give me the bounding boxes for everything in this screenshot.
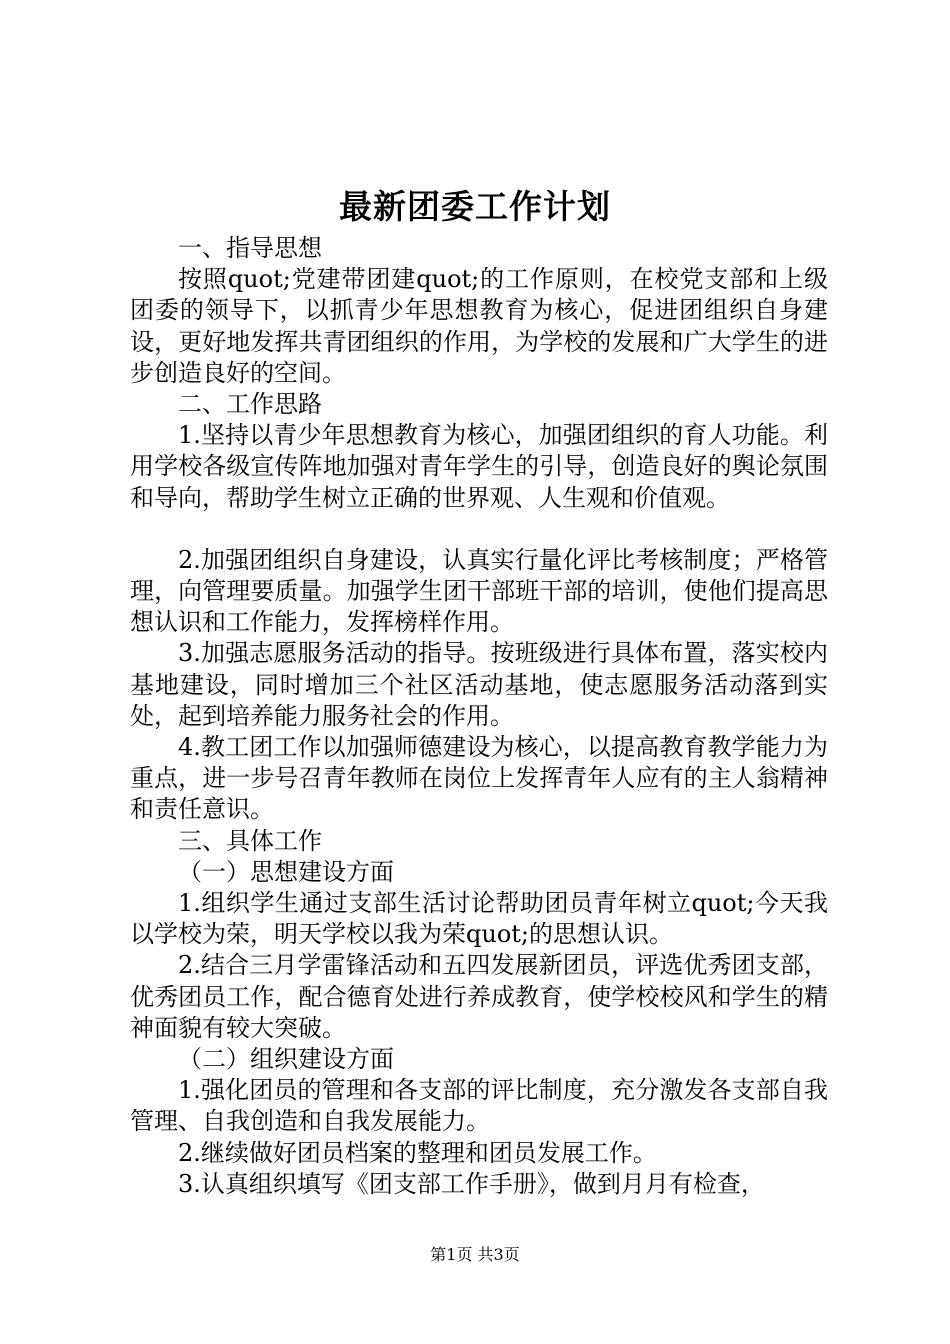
subsection-heading-ideological: （一）思想建设方面 [178,857,394,886]
document-title: 最新团委工作计划 [339,187,611,226]
paragraph: 3.认真组织填写《团支部工作手册》，做到月月有检查， [178,1169,765,1198]
paragraph: 3.加强志愿服务活动的指导。按班级进行具体布置，落实校内基地建设，同时增加三个社区活动基地，使志愿服务活动落到实处，起到培养能力服务社会的作用。 [130,639,828,730]
section-heading-guiding-ideology: 一、指导思想 [178,234,322,262]
paragraph: 2.结合三月学雷锋活动和五四发展新团员，评选优秀团支部，优秀团员工作，配合德育处进行养成教育，使学校校风和学生的精神面貌有较大突破。 [130,951,828,1042]
paragraph: 2.加强团组织自身建设，认真实行量化评比考核制度；严格管理，向管理要质量。加强学生团干部班干部的培训，使他们提高思想认识和工作能力，发挥榜样作用。 [130,545,828,637]
paragraph: 1.组织学生通过支部生活讨论帮助团员青年树立quot;今天我以学校为荣，明天学校以我为荣quot;的思想认识。 [130,889,828,949]
paragraph: 2.继续做好团员档案的整理和团员发展工作。 [178,1138,657,1167]
section-heading-work-ideas: 二、工作思路 [178,390,322,419]
paragraph: 按照quot;党建带团建quot;的工作原则，在校党支部和上级团委的领导下，以抓青少年思想教育为核心，促进团组织自身建设，更好地发挥共青团组织的作用，为学校的发展和广大学生的进步创造良好的空间。 [130,265,828,387]
subsection-heading-organizational: （二）组织建设方面 [178,1045,394,1074]
paragraph: 1.坚持以青少年思想教育为核心，加强团组织的育人功能。利用学校各级宣传阵地加强对青年学生的引导，创造良好的舆论氛围和导向，帮助学生树立正确的世界观、人生观和价值观。 [130,421,828,512]
page-number-footer: 第1页 共3页 [430,1245,520,1264]
paragraph: 1.强化团员的管理和各支部的评比制度，充分激发各支部自我管理、自我创造和自我发展能力。 [130,1076,828,1136]
document-body [130,233,828,1200]
paragraph: 4.教工团工作以加强师德建设为核心，以提高教育教学能力为重点，进一步号召青年教师在岗位上发挥青年人应有的主人翁精神和责任意识。 [130,733,828,824]
section-heading-specific-work: 三、具体工作 [178,826,322,855]
